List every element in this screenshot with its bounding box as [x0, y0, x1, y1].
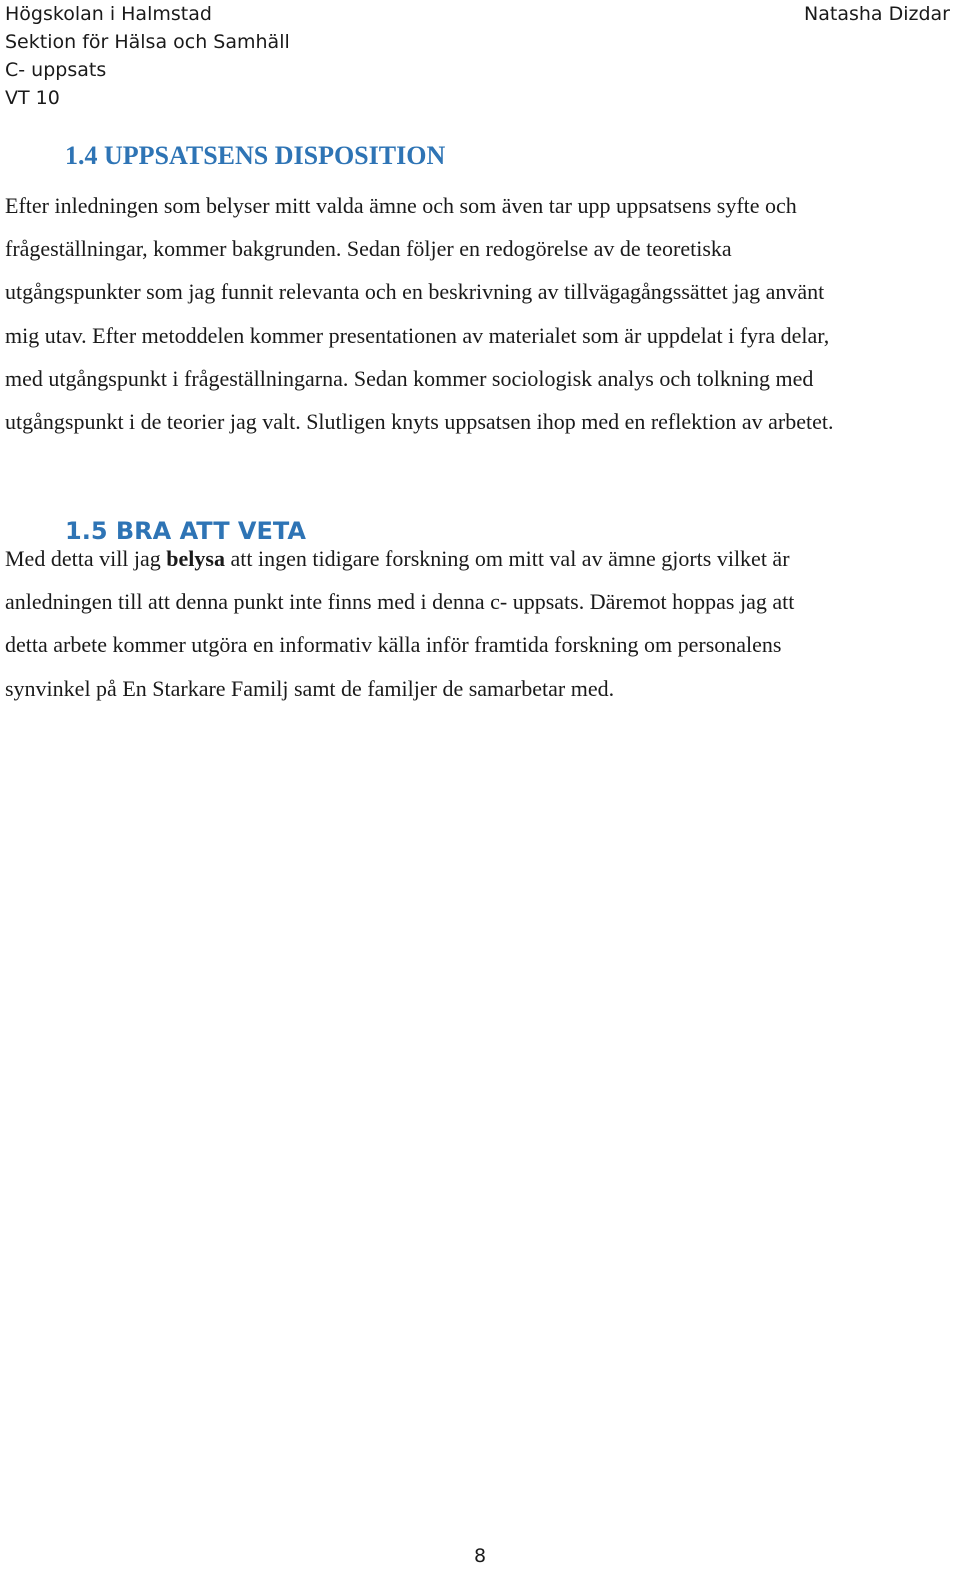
paragraph-line: anledningen till att denna punkt inte finns med i denna c- uppsats. Däremot hoppas jag att [5, 589, 795, 615]
header-term: VT 10 [5, 87, 60, 109]
header-institution-block [5, 0, 290, 112]
paragraph-line: mig utav. Efter metoddelen kommer presentationen av materialet som är uppdelat i fyra delar, [5, 322, 830, 348]
paragraph-line: synvinkel på En Starkare Familj samt de familjer de samarbetar med. [5, 675, 615, 701]
paragraph-line: detta arbete kommer utgöra en informativ källa inför framtida forskning om personalens [5, 632, 782, 658]
paragraph-line: frågeställningar, kommer bakgrunden. Sedan följer en redogörelse av de teoretiska [5, 236, 732, 262]
section-heading-bra-att-veta: 1.5 BRA ATT VETA [65, 517, 306, 545]
page-number-text: 8 [473, 1545, 487, 1567]
paragraph-line: utgångspunkter som jag funnit relevanta och en beskrivning av tillvägagångssättet jag använt [5, 279, 825, 305]
paragraph-line [5, 537, 950, 580]
paragraph-bra-att-veta [5, 537, 950, 710]
line-text: Med detta vill jag [5, 546, 167, 571]
paragraph-line: utgångspunkt i de teorier jag valt. Slutligen knyts uppsatsen ihop med en reflektion av arbetet. [5, 409, 834, 435]
line-text: att ingen tidigare forskning om mitt val av ämne gjorts vilket är [224, 546, 790, 571]
header-university: Högskolan i Halmstad [5, 3, 212, 25]
paragraph-line: Efter inledningen som belyser mitt valda ämne och som även tar upp uppsatsens syfte och [5, 193, 797, 218]
paragraph-disposition [5, 184, 950, 443]
header-section: Sektion för Hälsa och Samhäll [5, 31, 290, 53]
header-document-type: C- uppsats [5, 59, 107, 81]
section-heading-disposition: 1.4 UPPSATSENS DISPOSITION [65, 141, 446, 170]
page-number [0, 1545, 960, 1567]
bold-emphasis: belysa [166, 546, 225, 571]
header-author: Natasha Dizdar [804, 3, 950, 25]
paragraph-line: med utgångspunkt i frågeställningarna. Sedan kommer sociologisk analys och tolkning med [5, 365, 814, 391]
